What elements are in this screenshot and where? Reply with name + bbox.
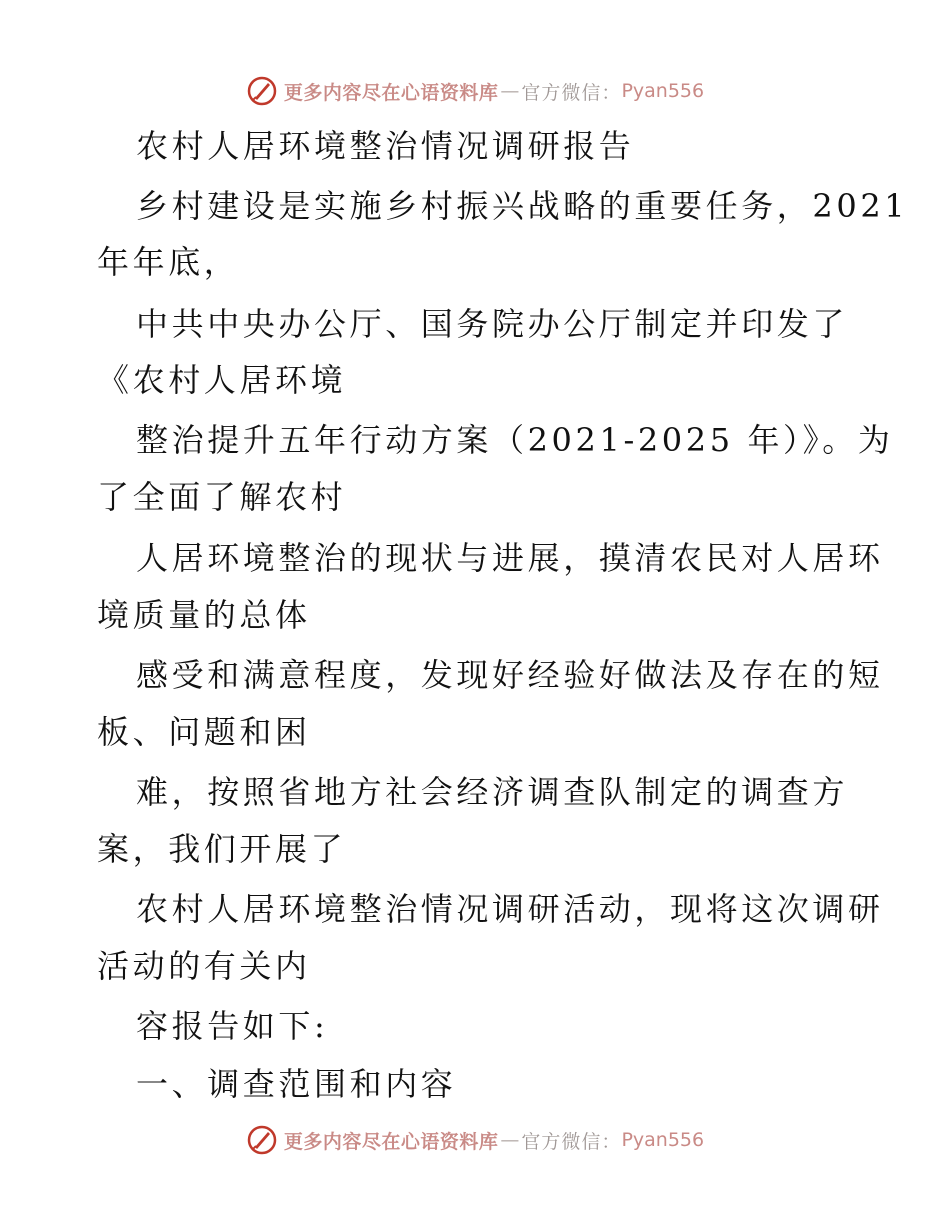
text-line: 板、问题和困 — [97, 713, 311, 751]
text-line: 境质量的总体 — [97, 596, 311, 634]
watermark-separator: — — [500, 1129, 520, 1151]
document-title: 农村人居环境整治情况调研报告 — [136, 127, 635, 165]
watermark-text: 更多内容尽在心语资料库 — [283, 1130, 499, 1153]
text-line: 案，我们开展了 — [97, 830, 347, 868]
text-line: 活动的有关内 — [97, 947, 311, 985]
watermark-label: 官方微信： — [521, 1130, 622, 1153]
section-heading: 一、调查范围和内容 — [136, 1065, 457, 1103]
header-watermark — [0, 71, 950, 111]
watermark-id: Pyan556 — [621, 1129, 705, 1151]
text-line: 农村人居环境整治情况调研活动，现将这次调研 — [136, 890, 884, 928]
text-line: 容报告如下: — [136, 1007, 329, 1045]
text-line: 年年底， — [97, 243, 240, 281]
footer-watermark — [0, 1120, 950, 1160]
watermark-separator: — — [500, 80, 520, 102]
text-line: 感受和满意程度，发现好经验好做法及存在的短 — [136, 656, 884, 694]
text-line: 人居环境整治的现状与进展，摸清农民对人居环 — [136, 539, 884, 577]
text-line: 整治提升五年行动方案（2021-2025 年）》。为 — [136, 421, 894, 459]
watermark-text: 更多内容尽在心语资料库 — [283, 81, 499, 104]
text-line: 了全面了解农村 — [97, 478, 347, 516]
quill-pen-logo-icon — [246, 1124, 278, 1156]
text-line: 中共中央办公厅、国务院办公厅制定并印发了 — [136, 305, 849, 343]
text-line: 《农村人居环境 — [97, 361, 347, 399]
watermark-id: Pyan556 — [621, 80, 705, 102]
text-line: 难，按照省地方社会经济调查队制定的调查方 — [136, 773, 849, 811]
watermark-label: 官方微信： — [521, 81, 622, 104]
text-line: 乡村建设是实施乡村振兴战略的重要任务，2021 — [136, 187, 909, 225]
quill-pen-logo-icon — [246, 75, 278, 107]
